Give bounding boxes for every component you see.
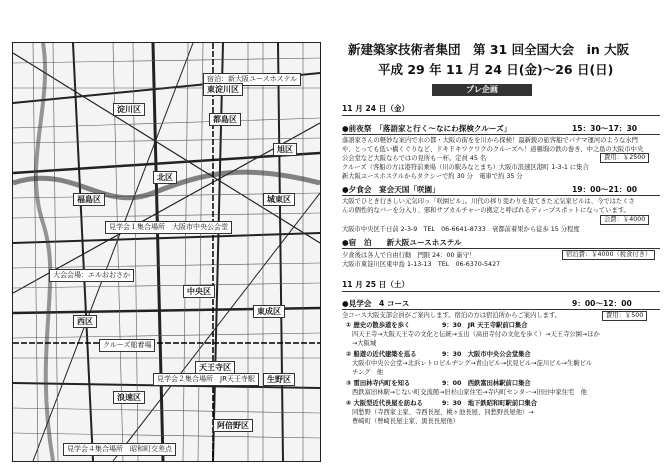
day1-ev2-time: 19：00～21：00	[572, 185, 638, 194]
map-place-joto: 城東区	[263, 193, 295, 206]
map-place-higashiyodogawa: 東淀川区	[203, 83, 243, 96]
course2-line1: 大阪市中央公会堂→北浜レトロビルヂング→青山ビル→伏見ビル→淀川ビル→生駒ビル	[352, 360, 593, 367]
day1-ev2-fee: 会費：￥4000	[600, 215, 649, 225]
day2-rule	[342, 291, 660, 292]
day1-ev3-rule	[342, 248, 660, 249]
day1-ev1-title: ●前夜祭 「落語家と行く～なにわ探検クルーズ」	[342, 124, 512, 133]
day2-date: 11 月 25 日（土）	[342, 280, 410, 289]
course4-line1: 同愁野（寺西家主家、寺西長屋、桃ヶ池長屋、同愁野長屋他）→	[352, 409, 534, 416]
day1-ev1-time: 15：30～17：30	[572, 124, 638, 133]
day1-ev3-fee: 宿泊費：￥4000（税食付き）	[562, 250, 655, 260]
map-place-asahi: 旭区	[273, 143, 297, 156]
map-label-kenbun2: 見学会２集合場所 JR天王寺駅	[153, 373, 259, 386]
map-label-kenbun4: 見学会４集合場所 昭和町交差点	[63, 443, 176, 456]
day1-ev1-fee: 費用：￥2500	[600, 153, 649, 163]
map-streets	[13, 43, 320, 461]
day1-rule	[342, 115, 660, 116]
day1-ev2-line2: んの個性的なバーを分入り、邪和サブカルチャーの拠定と呼ばれるディープスポットになっています。	[342, 207, 630, 214]
day1-ev3-line1: 夕食後は各人で自由行動 門限 24：00 厳守！	[342, 252, 476, 259]
day1-ev1-line3: 公会堂など大阪ならではの見所も一杯。定員 45 名	[342, 155, 487, 162]
course4-meet: 9：30 地下鉄昭和町駅前口集合	[442, 400, 538, 407]
map-label-cruise: クルーズ船着場	[99, 339, 155, 352]
course1-line1: 四天王寺→大阪天王寺の文化と伝統→玉出（高田寺付の文化を歩く）→天王寺公園→ほか	[352, 331, 600, 338]
day1-ev2-address: 大阪市中央区千日前 2-3-9 TEL 06-6641-8733 衰都前着果から徒歩 15 分程度	[342, 226, 580, 233]
map-place-higashinari: 東成区	[253, 305, 285, 318]
day1-ev1-line5: 新大阪ユースホステルからタクシーで約 30 分 電車で約 35 分	[342, 173, 523, 180]
day2-ev1-fee: 費用：￥500	[602, 311, 647, 321]
pre-event-label: プレ企画	[432, 84, 532, 96]
course2-meet: 9：30 大阪市中央公会堂集合	[442, 351, 531, 358]
day1-ev3-address: 大阪市東淀川区東中島 1-13-13 TEL 06-6370-5427	[342, 261, 501, 268]
course1-name: ① 歴史の散歩道を歩く	[346, 322, 411, 329]
map-place-nishi: 西区	[73, 315, 97, 328]
course2-name: ② 船遊の近代建築を巡る	[346, 351, 417, 358]
map-place-chuo: 中央区	[183, 285, 215, 298]
day1-ev3-title: ●宿 泊 新大阪ユースホステル	[342, 238, 462, 247]
course4-name: ④ 大阪型近代長屋を訪ねる	[346, 400, 423, 407]
map-label-hostel: 宿泊：新大阪ユースホステル	[203, 73, 301, 86]
event-title: 新建築家技術者集団 第 31 回全国大会 in 大阪	[348, 42, 630, 57]
day1-ev1-rule	[342, 134, 660, 135]
day2-ev1-time: 9：00～12：00	[572, 299, 632, 308]
map-place-kita: 北区	[153, 171, 177, 184]
event-dates: 平成 29 年 11 月 24 日(金)～26 日(日)	[378, 62, 614, 77]
course3-line1: 西鉄富田林駅→じない町交流館→旧杉山家住宅→寺内町センター→旧田中家住宅 他	[352, 389, 587, 396]
day1-ev2-title: ●夕食会 宴会天国「咲園」	[342, 185, 440, 194]
map-place-fukushima: 福島区	[73, 193, 105, 206]
map-label-kaijo: 大会会場：エルおおさか	[49, 269, 134, 282]
map-place-yodogawa: 淀川区	[113, 103, 145, 116]
course3-name: ③ 雷田林寺内町を知る	[346, 380, 411, 387]
map-place-abeno: 阿倍野区	[213, 419, 253, 432]
day1-date: 11 月 24 日（金）	[342, 104, 410, 113]
course1-line2: →大阪城	[352, 340, 377, 347]
day1-ev1-line4: クルーズ（客船の方は港符前乗場（川の駅みなとまち）大阪市浪速区港町 1-3-1 に集合	[342, 164, 589, 171]
course4-line2: 豊崎町（豊崎長屋主家、黒長長屋他）	[352, 418, 460, 425]
day1-ev1-line2: や、とっても低い橋くぐりなど、ドキドキワクワクのクルーズへ！道頓堀の鉄の巻き、中之島の大阪市中央	[342, 146, 644, 153]
day1-ev2-rule	[342, 195, 660, 196]
course2-line2: チング 他	[352, 369, 384, 376]
day2-ev1-rule	[342, 309, 660, 310]
map-place-ikuno: 生野区	[263, 373, 295, 386]
map-place-tennoji: 天王寺区	[195, 361, 235, 374]
course1-meet: 9：30 JR 天王寺駅前口集合	[442, 322, 528, 329]
map-place-miyakojima: 都島区	[209, 113, 241, 126]
map-place-naniwa: 浪速区	[113, 391, 145, 404]
program-column	[332, 0, 664, 474]
day1-ev1-line1: 落語家さんの軽妙な案内で水の都・大阪の街をを川から探検！最新鋭の旅客船でパナマ運河のような水門	[342, 137, 638, 144]
day1-ev2-line1: 大阪でひとき行きしい元気印っ「咲園ビル」。川代の移り変わりを見てきた元気家ビルは、今ではたくさ	[342, 198, 635, 205]
map-label-kenbun1: 見学会１集合場所 大阪市中央公会堂	[105, 221, 232, 234]
area-map	[12, 42, 321, 462]
course3-meet: 9：00 西鉄富田林駅前口集合	[442, 380, 531, 387]
day2-ev1-title: ●見学会 4 コース	[342, 299, 410, 308]
day2-ev1-intro: 全コース大阪支部会員がご案内します。宿泊の方は宿泊所からご案内します。	[342, 312, 562, 319]
